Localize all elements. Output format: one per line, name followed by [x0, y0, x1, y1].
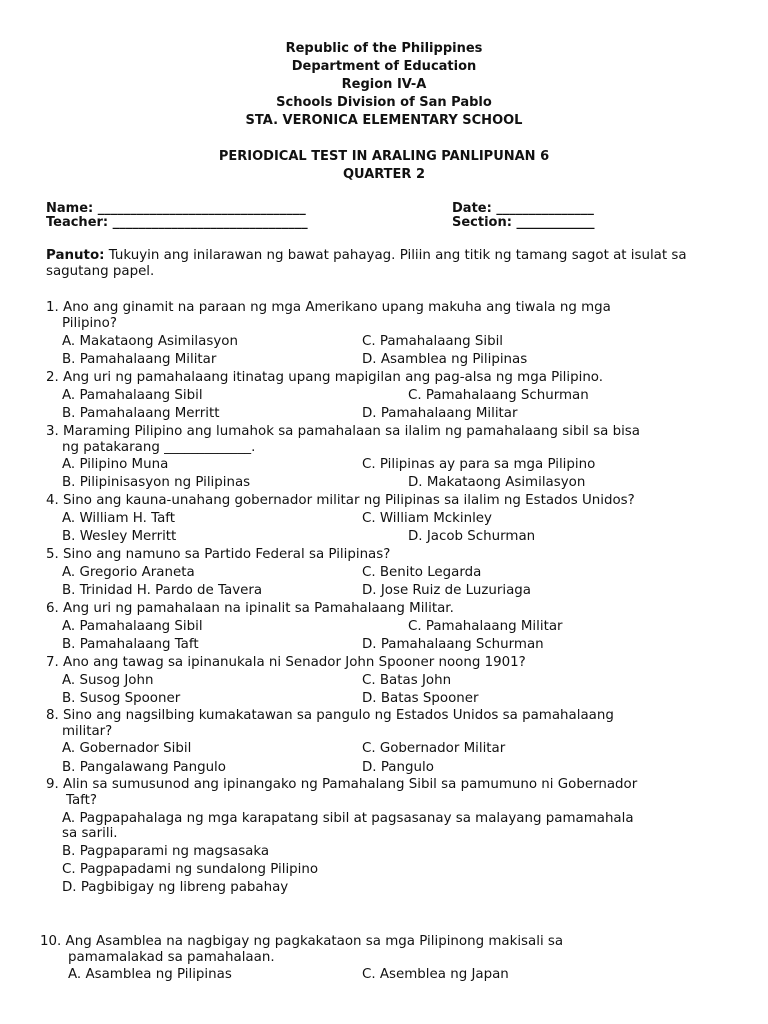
- question-3-option-d: D. Makataong Asimilasyon: [408, 475, 586, 490]
- instructions-label: Panuto:: [46, 248, 105, 263]
- question-5-stem: 5. Sino ang namuno sa Partido Federal sa Pilipinas?: [46, 547, 391, 562]
- question-3-option-a: A. Pilipino Muna: [62, 457, 169, 472]
- question-9-option-a-cont: sa sarili.: [62, 826, 118, 841]
- test-title-line: PERIODICAL TEST IN ARALING PANLIPUNAN 6: [218, 149, 550, 164]
- question-3-option-c: C. Pilipinas ay para sa mga Pilipino: [362, 457, 596, 472]
- question-4-option-c: C. William Mckinley: [362, 511, 492, 526]
- quarter-label: QUARTER 2: [342, 167, 426, 182]
- question-5-option-c: C. Benito Legarda: [362, 565, 482, 580]
- question-9-option-a: A. Pagpapahalaga ng mga karapatang sibil at pagsasanay sa malayang pamamahala: [62, 811, 634, 826]
- question-2-stem: 2. Ang uri ng pamahalaang itinatag upang mapigilan ang pag-alsa ng mga Pilipino.: [46, 370, 604, 385]
- question-8-option-d: D. Pangulo: [362, 760, 434, 775]
- question-9-option-b: B. Pagpaparami ng magsasaka: [62, 844, 270, 859]
- section-field[interactable]: Section: ____________: [452, 215, 595, 230]
- question-9-option-c: C. Pagpapadami ng sundalong Pilipino: [62, 862, 319, 877]
- header-line: Schools Division of San Pablo: [276, 95, 492, 110]
- school-header: [0, 40, 768, 130]
- question-6-option-b: B. Pamahalaang Taft: [62, 637, 199, 652]
- name-field[interactable]: Name: ________________________________: [46, 201, 306, 216]
- question-3-option-b: B. Pilipinisasyon ng Pilipinas: [62, 475, 251, 490]
- question-5-option-a: A. Gregorio Araneta: [62, 565, 195, 580]
- question-1-option-c: C. Pamahalaang Sibil: [362, 334, 504, 349]
- question-7-option-d: D. Batas Spooner: [362, 691, 479, 706]
- question-10-option-c: C. Asemblea ng Japan: [362, 967, 509, 982]
- question-7-option-c: C. Batas John: [362, 673, 452, 688]
- question-6-option-c: C. Pamahalaang Militar: [408, 619, 563, 634]
- question-5-option-b: B. Trinidad H. Pardo de Tavera: [62, 583, 263, 598]
- question-3-stem: 3. Maraming Pilipino ang lumahok sa pamahalaan sa ilalim ng pamahalaang sibil sa bisa: [46, 424, 640, 439]
- question-7-stem: 7. Ano ang tawag sa ipinanukala ni Senador John Spooner noong 1901?: [46, 655, 526, 670]
- question-8-stem: 8. Sino ang nagsilbing kumakatawan sa pangulo ng Estados Unidos sa pamahalaang: [46, 708, 614, 723]
- question-8-option-c: C. Gobernador Militar: [362, 741, 506, 756]
- question-4-option-a: A. William H. Taft: [62, 511, 176, 526]
- header-line: Republic of the Philippines: [285, 41, 483, 56]
- test-title: [0, 148, 768, 184]
- question-2-option-b: B. Pamahalaang Merritt: [62, 406, 220, 421]
- date-field[interactable]: Date: _______________: [452, 201, 594, 216]
- header-line: Department of Education: [291, 59, 477, 74]
- question-7-option-b: B. Susog Spooner: [62, 691, 181, 706]
- question-4-option-b: B. Wesley Merritt: [62, 529, 177, 544]
- question-6-option-a: A. Pamahalaang Sibil: [62, 619, 203, 634]
- question-2-option-d: D. Pamahalaang Militar: [362, 406, 518, 421]
- question-8-option-a: A. Gobernador Sibil: [62, 741, 192, 756]
- question-10-stem-cont: pamamalakad sa pamahalaan.: [68, 950, 275, 965]
- question-1-stem-cont: Pilipino?: [62, 316, 117, 331]
- question-1-stem: 1. Ano ang ginamit na paraan ng mga Amerikano upang makuha ang tiwala ng mga: [46, 300, 611, 315]
- instructions-text: Tukuyin ang inilarawan ng bawat pahayag. Piliin ang titik ng tamang sagot at isulat sa sagutang papel.: [46, 248, 687, 279]
- question-3-stem-cont: ng patakarang _____________.: [62, 440, 256, 455]
- question-6-option-d: D. Pamahalaang Schurman: [362, 637, 544, 652]
- question-6-stem: 6. Ang uri ng pamahalaan na ipinalit sa Pamahalaang Militar.: [46, 601, 454, 616]
- question-4-stem: 4. Sino ang kauna-unahang gobernador militar ng Pilipinas sa ilalim ng Estados Unidos?: [46, 493, 635, 508]
- header-line: Region IV-A: [341, 77, 427, 92]
- question-8-stem-cont: militar?: [62, 724, 113, 739]
- question-9-stem: 9. Alin sa sumusunod ang ipinangako ng Pamahalang Sibil sa pamumuno ni Gobernador: [46, 777, 638, 792]
- question-4-option-d: D. Jacob Schurman: [408, 529, 536, 544]
- question-5-option-d: D. Jose Ruiz de Luzuriaga: [362, 583, 531, 598]
- question-9-stem-cont: Taft?: [66, 793, 98, 808]
- question-10-stem: 10. Ang Asamblea na nagbigay ng pagkakataon sa mga Pilipinong makisali sa: [40, 934, 564, 949]
- question-10-option-a: A. Asamblea ng Pilipinas: [68, 967, 232, 982]
- question-2-option-a: A. Pamahalaang Sibil: [62, 388, 203, 403]
- question-1-option-a: A. Makataong Asimilasyon: [62, 334, 238, 349]
- question-1-option-d: D. Asamblea ng Pilipinas: [362, 352, 528, 367]
- question-7-option-a: A. Susog John: [62, 673, 154, 688]
- instructions: [46, 248, 726, 280]
- question-8-option-b: B. Pangalawang Pangulo: [62, 760, 226, 775]
- question-1-option-b: B. Pamahalaang Militar: [62, 352, 217, 367]
- question-2-option-c: C. Pamahalaang Schurman: [408, 388, 589, 403]
- teacher-field[interactable]: Teacher: ______________________________: [46, 215, 308, 230]
- question-9-option-d: D. Pagbibigay ng libreng pabahay: [62, 880, 289, 895]
- header-line: STA. VERONICA ELEMENTARY SCHOOL: [245, 113, 523, 128]
